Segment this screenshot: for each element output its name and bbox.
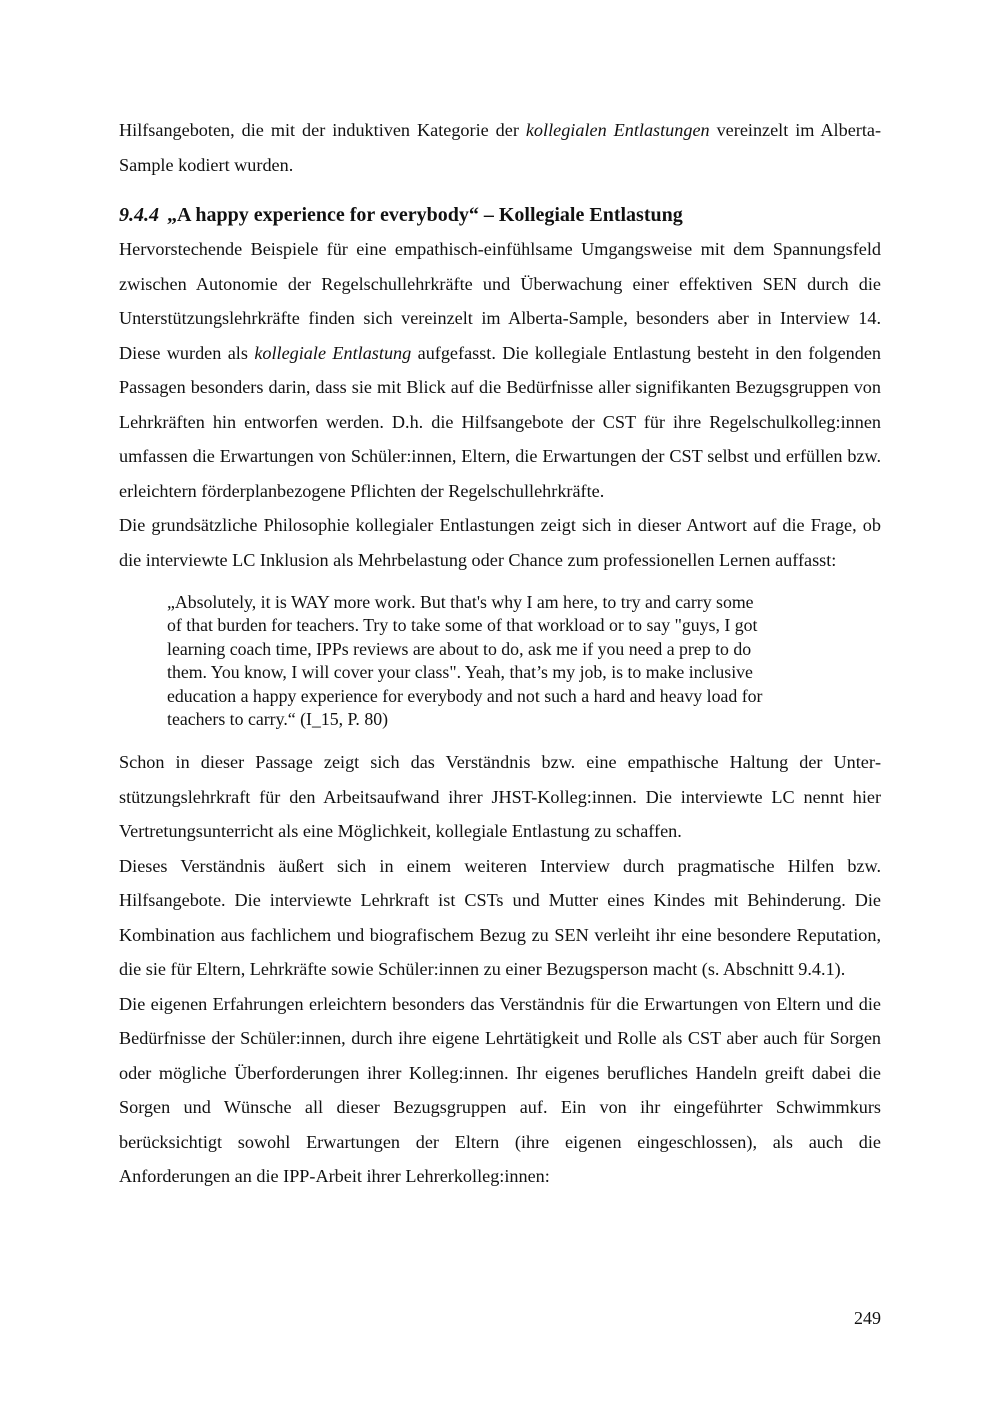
paragraph-intro [119, 232, 881, 508]
paragraph-text: aufgefasst. Die kollegiale Entlastung besteht in den folgenden Passagen besonders darin, dass sie mit Blick auf die Bedürfnisse aller signifikanten Bezugsgruppen von Lehrkräften hin entworfen werden. D.h. die Hilfsangebote der CST für ihre Regelschulkolleg:innen umfassen die Erwartungen von Schüler:innen, Eltern, die Erwartungen der CST selbst und erfüllen bzw. erleichtern förderplanbezogene Pflichten der Regelschullehrkräfte. [119, 342, 881, 501]
quote-line: of that burden for teachers. Try to take some of that workload or to say "guys, I got [167, 615, 758, 636]
paragraph-text: vereinzelt im Alberta-Sample kodiert wurden. [119, 120, 882, 175]
paragraph-philosophy: Die grundsätzliche Philosophie kollegialer Entlastungen zeigt sich in dieser Antwort auf die Frage, ob die interviewte LC Inklusion als Mehrbelastung oder Chance zum professionellen Lernen auffasst: [119, 515, 881, 570]
paragraph-text: Hervorstechende Beispiele für eine empathisch-einfühlsame Umgangsweise mit dem Spannungsfeld zwischen Autonomie der Regelschullehrkräfte und Überwachung einer effektiven SEN durch die Unterstützungslehrkräfte finden sich vereinzelt im Alberta-Sample, besonders aber in Interview 14. Diese wurden als [119, 239, 881, 363]
quote-line: „Absolutely, it is WAY more work. But that's why I am here, to try and carry some [167, 592, 754, 612]
emphasis-term: kollegiale Entlastung [254, 342, 412, 363]
paragraph-text: Hilfsangeboten, die mit der induktiven Kategorie der [119, 120, 526, 140]
quote-line: teachers to carry.“ (I_15, P. 80) [167, 709, 389, 730]
quote-line: learning coach time, IPPs reviews are about to do, ask me if you need a prep to do [167, 638, 752, 659]
section-number: 9.4.4 [119, 204, 159, 226]
paragraph-continuation [119, 113, 881, 182]
emphasis-term: kollegialen Entlastungen [525, 120, 710, 140]
section-title: „A happy experience for everybody“ – Kollegiale Entlastung [167, 204, 683, 226]
page-number: 249 [854, 1308, 881, 1328]
paragraph-experiences: Die eigenen Erfahrungen erleichtern besonders das Verständnis für die Erwartungen von Eltern und die Bedürfnisse der Schüler:innen, durch ihre eigene Lehrtätigkeit und Rolle als CST aber auch für Sorgen oder mögliche Überforderungen ihrer Kolleg:innen. Ihr eigenes berufliches Handeln greift dabei die Sorgen und Wünsche all dieser Bezugsgruppen auf. Ein von ihr eingeführter Schwimmkurs berücksichtigt sowohl Erwartungen der Eltern (ihre eigenen eingeschlossen), als auch die Anforderungen an die IPP-Arbeit ihrer Lehrerkolleg:innen: [119, 993, 881, 1187]
quote-line: them. You know, I will cover your class". Yeah, that’s my job, is to make inclusive [167, 662, 753, 683]
page-body [119, 113, 881, 1194]
paragraph-second-interview: Dieses Verständnis äußert sich in einem weiteren Interview durch pragmatische Hilfen bzw. Hilfsangebote. Die interviewte Lehrkraft ist CSTs und Mutter eines Kindes mit Behinderung. Die Kombination aus fachlichem und biografischem Bezug zu SEN verleiht ihr eine besondere Reputation, die sie für Eltern, Lehrkräfte sowie Schüler:innen zu einer Bezugsperson macht (s. Abschnitt 9.4.1). [119, 855, 881, 980]
section-heading [119, 198, 881, 232]
quote-line: education a happy experience for everybody and not such a hard and heavy load for [167, 685, 763, 706]
paragraph-analysis: Schon in dieser Passage zeigt sich das Verständnis bzw. eine empathische Haltung der Unterstützungslehrkraft für den Arbeitsaufwand ihrer JHST-Kolleg:innen. Die interviewte LC nennt hier Vertretungsunterricht als eine Möglichkeit, kollegiale Entlastung zu schaffen. [119, 752, 881, 842]
interview-quote [167, 591, 843, 731]
